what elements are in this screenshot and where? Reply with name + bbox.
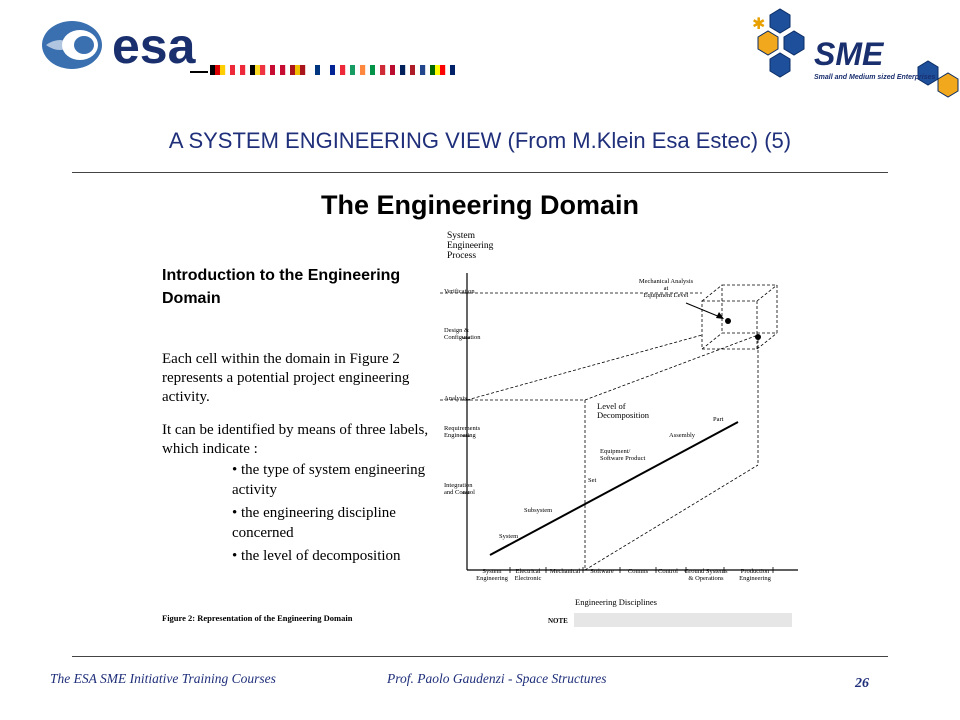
bullet-item: • the level of decomposition [232, 548, 401, 564]
footer-course: The ESA SME Initiative Training Courses [50, 671, 276, 686]
x-axis-title: Engineering Disciplines [575, 597, 657, 607]
flag-icon [310, 65, 325, 75]
y-axis-label: Analysis [444, 395, 467, 402]
x-axis-label: Comms [627, 568, 649, 575]
esa-wordmark: esa [112, 18, 196, 74]
flag-icon [450, 65, 460, 75]
bullet-item: • the type of system engineering activity [232, 462, 426, 498]
engineering-domain-diagram [440, 225, 800, 630]
paragraph-1: Each cell within the domain in Figure 2 represents a potential project engineering activity. [162, 351, 410, 405]
z-axis-label: Assembly [669, 432, 695, 439]
sme-logo [748, 5, 960, 100]
diagram-labels [444, 231, 772, 625]
flag-icon [370, 65, 385, 75]
dashed-guides [440, 293, 758, 570]
bee-icon: ✱ [752, 16, 766, 33]
bullet-item: • the engineering discipline concerned [232, 505, 396, 541]
z-axis-label: Set [588, 477, 597, 484]
cell-marker-dot [755, 334, 761, 340]
page-number: 26 [855, 676, 869, 691]
flag-icon [330, 65, 345, 75]
esa-emblem-icon [42, 21, 102, 69]
flag-icon [430, 65, 445, 75]
title-divider [72, 172, 888, 173]
y-axis-label: Integration and Control [444, 482, 475, 496]
bullet-list [232, 460, 452, 569]
intro-heading: Introduction to the Engineering Domain [162, 267, 401, 307]
flag-icon [270, 65, 285, 75]
axis-lines [467, 273, 798, 570]
z-axis-label: Equipment/ Software Product [600, 448, 646, 462]
y-axis-title: System Engineering Process [447, 231, 494, 261]
flag-icon [350, 65, 365, 75]
flag-icon [250, 65, 265, 75]
footer-author: Prof. Paolo Gaudenzi - Space Structures [387, 671, 607, 686]
sme-wordmark: SME [814, 36, 884, 72]
z-axis-label: Subsystem [524, 507, 553, 514]
x-axis-label: Ground Systems & Operations [684, 568, 728, 582]
flag-icon [230, 65, 245, 75]
y-axis-label: Verification [444, 288, 475, 295]
paragraph-2: It can be identified by means of three labels, which indicate : [162, 422, 429, 457]
flag-icon [390, 65, 405, 75]
y-axis-label: Design & Configuration [444, 327, 481, 341]
flag-icon [410, 65, 425, 75]
x-axis-label: Production Engineering [739, 568, 771, 582]
x-axis-label: Mechanical [549, 568, 581, 575]
footer-divider [72, 656, 888, 657]
x-axis-label: Electrical Electronic [514, 568, 542, 582]
x-axis-label: Control [658, 568, 678, 575]
flags-strip [190, 65, 460, 75]
slide-title: A SYSTEM ENGINEERING VIEW (From M.Klein Esa Estec) (5) [168, 128, 792, 153]
decomposition-axis [490, 422, 738, 555]
cell-marker-dot [725, 318, 731, 324]
sme-tagline: Small and Medium sized Enterprises [814, 74, 936, 81]
axis-ticks [462, 293, 773, 573]
section-subtitle: The Engineering Domain [320, 190, 640, 220]
callout-arrow [686, 303, 724, 319]
x-axis-label: System Engineering [476, 568, 508, 582]
note-box [574, 613, 792, 627]
callout-label: Mechanical Analysis at Equipment Level [638, 278, 694, 299]
esa-logo [40, 15, 460, 85]
x-axis-label: Software [590, 568, 614, 575]
flag-icon [210, 65, 225, 75]
equipment-cube [702, 285, 777, 349]
figure-caption: Figure 2: Representation of the Engineering Domain [162, 613, 353, 623]
note-label: NOTE [548, 617, 568, 625]
z-axis-label: System [499, 533, 519, 540]
y-axis-label: Requirements Engineering [444, 425, 481, 439]
z-axis-title: Level of Decomposition [597, 401, 649, 420]
flag-icon [290, 65, 305, 75]
z-axis-label: Part [713, 416, 724, 423]
